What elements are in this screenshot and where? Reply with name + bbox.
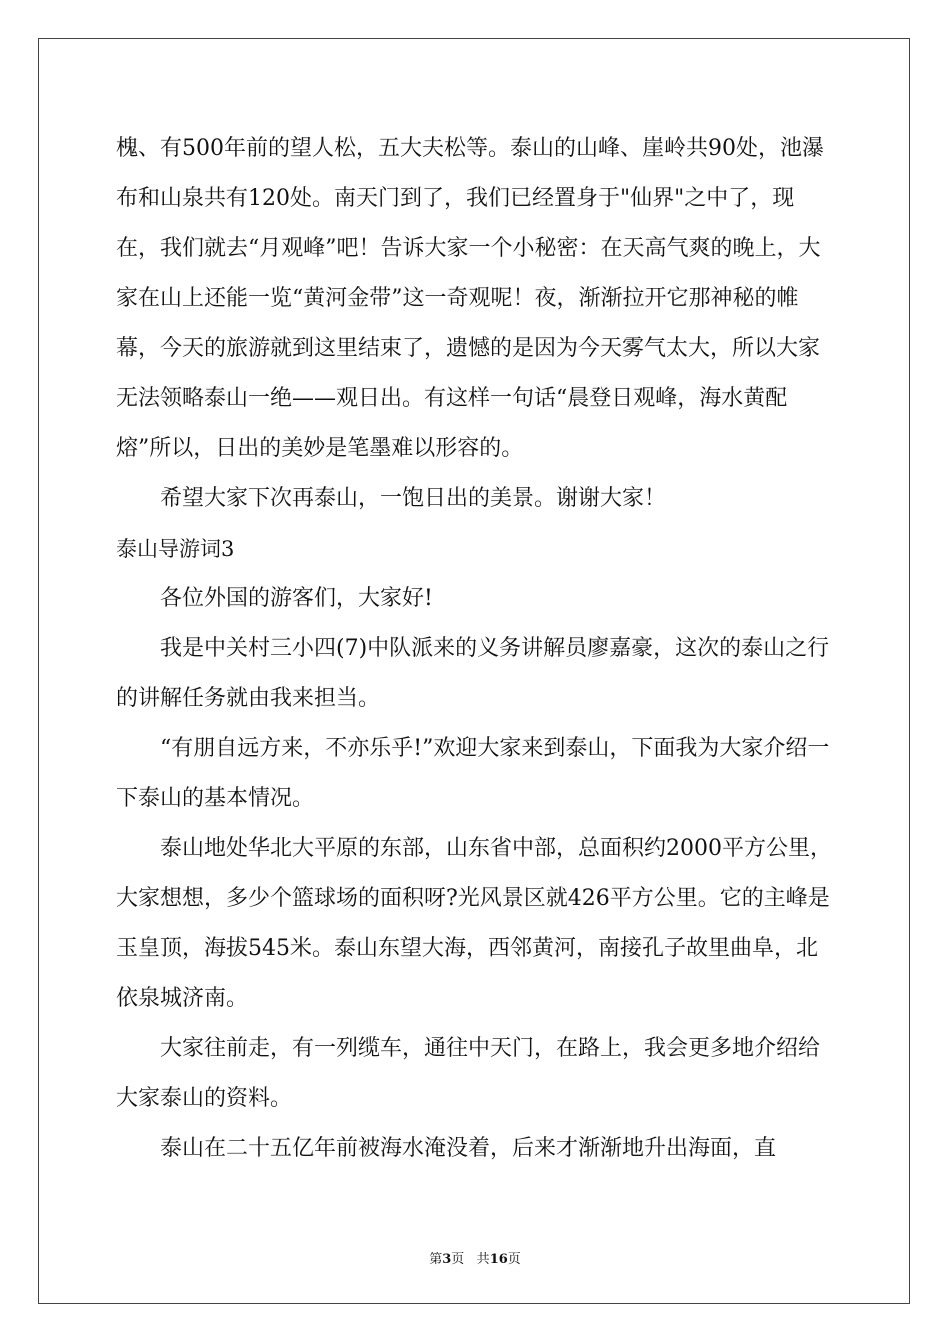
total-prefix: 共 [476,1252,490,1267]
total-pages: 16 [489,1252,508,1267]
page-number: 3 [442,1252,452,1267]
paragraph-continuation: 槐、有500年前的望人松，五大夫松等。泰山的山峰、崖岭共90处，池瀑布和山泉共有120处。南天门到了，我们已经置身于"仙界"之中了，现在，我们就去“月观峰”吧！告诉大家一个小秘密：在天高气爽的晚上，大家在山上还能一览“黄河金带”这一奇观呢！夜，渐渐拉开它那神秘的帷幕，今天的旅游就到这里结束了，遗憾的是因为今天雾气太大，所以大家无法领略泰山一绝——观日出。有这样一句话“晨登日观峰，海水黄配熔”所以，日出的美妙是笔墨难以形容的。 [116,136,824,461]
paragraph: 大家往前走，有一列缆车，通往中天门，在路上，我会更多地介绍给大家泰山的资料。 [116,1036,821,1111]
page-prefix: 第 [429,1252,443,1267]
document-body [116,124,838,1174]
paragraph: 泰山地处华北大平原的东部，山东省中部，总面积约2000平方公里，大家想想，多少个篮球场的面积呀?光风景区就426平方公里。它的主峰是玉皇顶，海拔545米。泰山东望大海，西邻黄河，南接孔子故里曲阜，北依泉城济南。 [116,836,832,1011]
paragraph: 泰山在二十五亿年前被海水淹没着，后来才渐渐地升出海面，直 [160,1136,777,1161]
paragraph: “有朋自远方来，不亦乐乎!”欢迎大家来到泰山，下面我为大家介绍一下泰山的基本情况。 [116,736,830,811]
paragraph: 各位外国的游客们，大家好! [160,586,433,611]
page-footer [0,1248,950,1267]
paragraph: 我是中关村三小四(7)中队派来的义务讲解员廖嘉豪，这次的泰山之行的讲解任务就由我来担当。 [116,636,830,711]
page-suffix: 页 [451,1252,465,1267]
total-suffix: 页 [507,1252,521,1267]
paragraph: 希望大家下次再泰山，一饱日出的美景。谢谢大家！ [160,486,667,511]
section-heading: 泰山导游词3 [116,537,235,561]
